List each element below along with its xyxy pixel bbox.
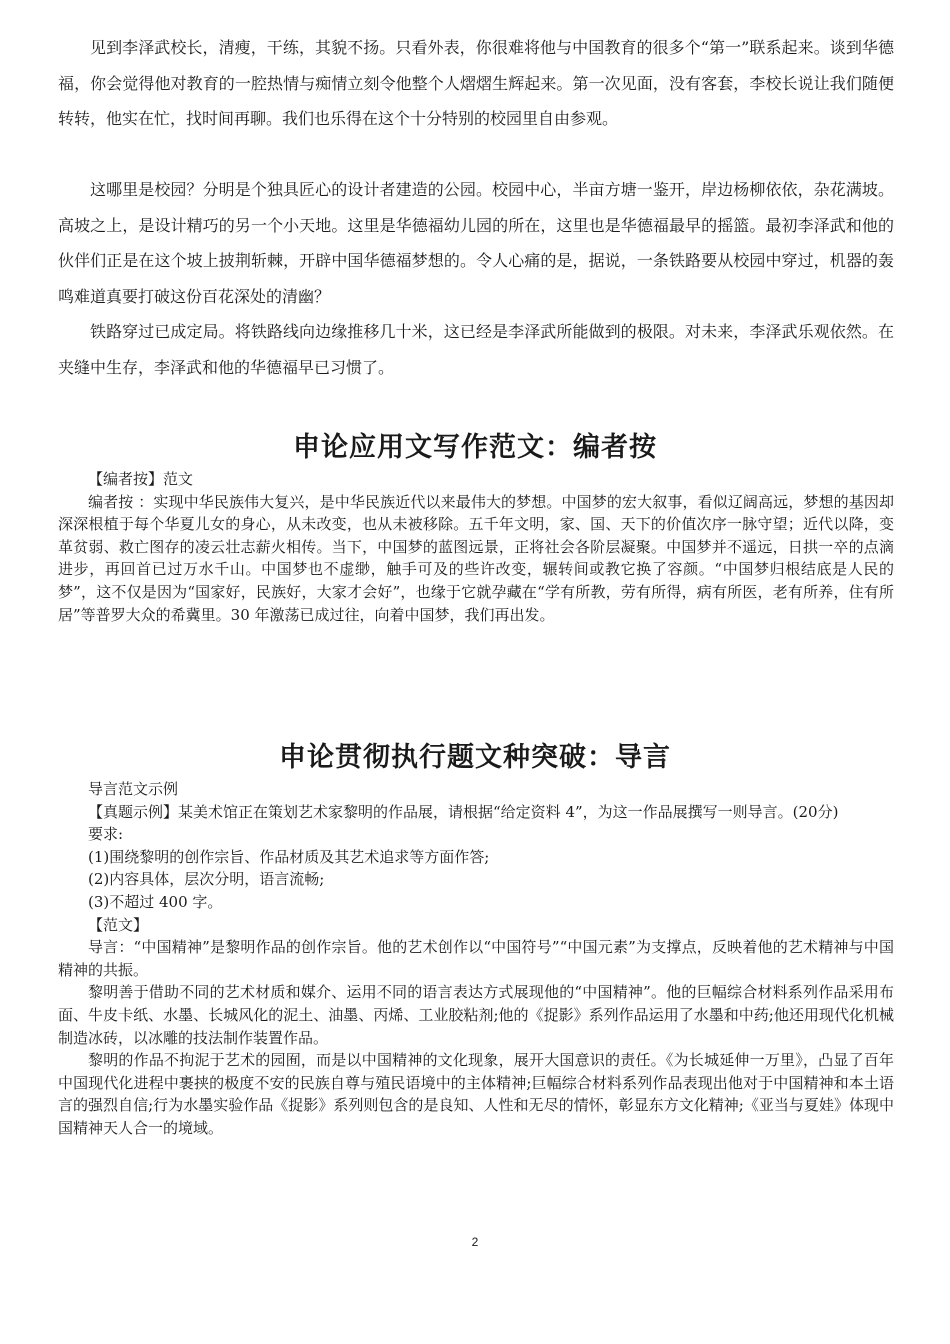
section-1-paragraph: 编者按 ：实现中华民族伟大复兴，是中华民族近代以来最伟大的梦想。中国梦的宏大叙事，看似辽阔高远，梦想的基因却深深根植于每个华夏儿女的身心，从未改变，也从未被移除。五千年文明，家、国、天下的价值次序一脉守望；近代以降，变革贫弱、救亡图存的凌云壮志薪火相传。当下，中国梦的蓝图远景，正将社会各阶层凝聚。中国梦并不遥远，日拱一卒的点滴进步，再回首已过万水千山。中国梦也不虚缈，触手可及的些许改变，辗转间或教它换了容颜。“中国梦归根结底是人民的梦”，这不仅是因为“国家好，民族好，大家才会好”，也缘于它就孕藏在“学有所教，劳有所得，病有所医，老有所养，住有所居”等普罗大众的希冀里。30 年激荡已成过往，向着中国梦，我们再出发。 [58,492,894,624]
section-1-label: 【编者按】范文 [88,470,194,488]
requirement-1: (1)围绕黎明的创作宗旨、作品材质及其艺术追求等方面作答; [88,847,490,866]
section-1-body [58,468,894,626]
page-number: 2 [471,1235,479,1249]
section-2-heading: 申论贯彻执行题文种突破：导言 [279,742,671,773]
requirements-label: 要求: [88,825,124,844]
sample-paragraph-1: 导言：“中国精神”是黎明作品的创作宗旨。他的艺术创作以“中国符号”“中国元素”为支撑点，反映着他的艺术精神与中国精神的共振。 [58,938,894,979]
requirement-2: (2)内容具体，层次分明，语言流畅; [88,870,325,889]
requirement-3: (3)不超过 400 字。 [88,892,223,911]
question-example: 【真题示例】某美术馆正在策划艺术家黎明的作品展，请根据“给定资料 4”，为这一作品展撰写一则导言。(20分) [88,802,839,821]
section-1-heading: 申论应用文写作范文：编者按 [293,432,657,463]
sample-paragraph-2: 黎明善于借助不同的艺术材质和媒介、运用不同的语言表达方式展现他的“中国精神”。他的巨幅综合材料系列作品采用布面、牛皮卡纸、水墨、长城风化的泥土、油墨、丙烯、工业胶粘剂;他的《捉影》系列作品运用了水墨和中药;他还用现代化机械制造冰砖，以冰雕的技法制作装置作品。 [58,983,894,1047]
sample-paragraph-3: 黎明的作品不拘泥于艺术的园囿，而是以中国精神的文化现象，展开大国意识的责任。《为长城延伸一万里》，凸显了百年中国现代化进程中裹挟的极度不安的民族自尊与殖民语境中的主体精神;巨幅综合材料系列作品表现出他对于中国精神和本土语言的强烈自信;行为水墨实验作品《捉影》系列则包含的是良知、人性和无尽的情怀，彰显东方文化精神;《亚当与夏娃》体现中国精神天人合一的境域。 [58,1051,894,1137]
section-2-body [58,778,894,1140]
intro-paragraph-3: 铁路穿过已成定局。将铁路线向边缘推移几十米，这已经是李泽武所能做到的极限。对未来，李泽武乐观依然。在夹缝中生存，李泽武和他的华德福早已习惯了。 [58,322,894,377]
sample-label: 【范文】 [88,915,149,934]
intro-paragraph-1: 见到李泽武校长，清瘦，干练，其貌不扬。只看外表，你很难将他与中国教育的很多个“第一”联系起来。谈到华德福，你会觉得他对教育的一腔热情与痴情立刻令他整个人熠熠生辉起来。第一次见面，没有客套，李校长说让我们随便转转，他实在忙，找时间再聊。我们也乐得在这个十分特别的校园里自由参观。 [58,38,894,128]
intro-paragraph-2: 这哪里是校园？分明是个独具匠心的设计者建造的公园。校园中心，半亩方塘一鉴开，岸边杨柳依依，杂花满坡。高坡之上，是设计精巧的另一个小天地。这里是华德福幼儿园的所在，这里也是华德福最早的摇篮。最初李泽武和他的伙伴们正是在这个坡上披荆斩棘，开辟中国华德福梦想的。令人心痛的是，据说，一条铁路要从校园中穿过，机器的轰鸣难道真要打破这份百花深处的清幽？ [58,180,894,306]
section-2-label: 导言范文示例 [88,780,179,798]
